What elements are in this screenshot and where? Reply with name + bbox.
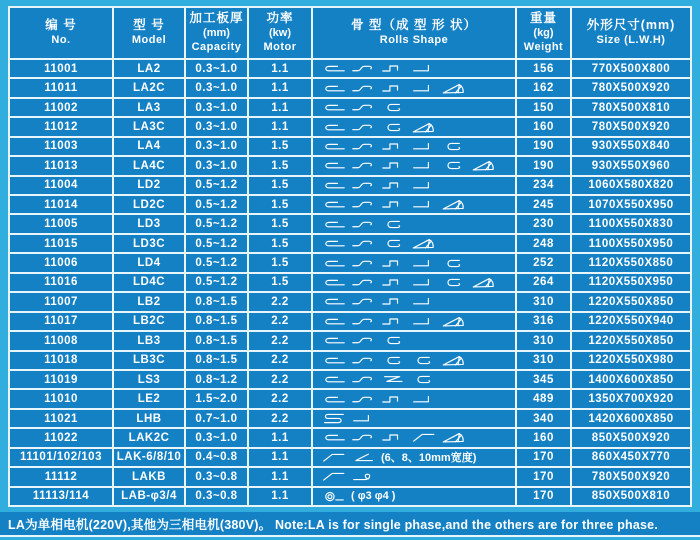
cell-motor: 1.1 (249, 118, 311, 135)
cell-size: 1400X600X850 (572, 371, 690, 388)
cell-size: 1070X550X950 (572, 196, 690, 213)
cell-rolls-shape (313, 235, 515, 252)
cell-model: LD2C (114, 196, 184, 213)
channel-roll-profile-icon (411, 353, 436, 368)
cell-capacity: 0.5~1.2 (186, 235, 247, 252)
hbars-roll-profile-icon (321, 411, 346, 426)
cell-capacity: 0.5~1.2 (186, 254, 247, 271)
corner-roll-profile-icon (411, 256, 436, 271)
step-roll-profile-icon (381, 81, 406, 96)
channel-roll-profile-icon (381, 236, 406, 251)
cell-rolls-shape (313, 488, 515, 505)
channel-roll-profile-icon (381, 333, 406, 348)
cell-weight: 230 (517, 215, 570, 232)
cone-roll-profile-icon (471, 275, 496, 290)
scurve-roll-profile-icon (351, 333, 376, 348)
scurve-roll-profile-icon (351, 392, 376, 407)
cell-capacity: 0.5~1.2 (186, 196, 247, 213)
cell-model: LD4C (114, 274, 184, 291)
cell-capacity: 0.3~0.8 (186, 488, 247, 505)
cell-weight: 170 (517, 449, 570, 466)
cell-no: 11005 (10, 215, 112, 232)
cell-weight: 340 (517, 410, 570, 427)
cell-capacity: 0.3~1.0 (186, 60, 247, 77)
cell-model: LA2 (114, 60, 184, 77)
footer-note (0, 512, 700, 537)
cell-rolls-shape (313, 99, 515, 116)
cell-rolls-shape (313, 371, 515, 388)
channel-roll-profile-icon (381, 120, 406, 135)
cell-model: LA4 (114, 138, 184, 155)
cell-model: LB2C (114, 313, 184, 330)
channel-roll-profile-icon (381, 100, 406, 115)
cell-no: 11012 (10, 118, 112, 135)
cell-motor: 1.5 (249, 196, 311, 213)
cell-rolls-shape (313, 313, 515, 330)
curl-roll-profile-icon (321, 158, 346, 173)
cell-motor: 2.2 (249, 332, 311, 349)
cell-size: 1220X550X980 (572, 352, 690, 369)
cell-size: 930X550X960 (572, 157, 690, 174)
cell-rolls-shape (313, 429, 515, 446)
scurve-roll-profile-icon (351, 81, 376, 96)
cell-weight: 162 (517, 79, 570, 96)
cell-motor: 2.2 (249, 352, 311, 369)
curl-roll-profile-icon (321, 372, 346, 387)
curl-roll-profile-icon (321, 430, 346, 445)
cell-motor: 1.1 (249, 488, 311, 505)
curl-roll-profile-icon (321, 61, 346, 76)
cell-model: LE2 (114, 390, 184, 407)
cell-size: 850X500X920 (572, 429, 690, 446)
cell-size: 930X550X840 (572, 138, 690, 155)
cell-no: 11017 (10, 313, 112, 330)
cell-weight: 316 (517, 313, 570, 330)
cell-capacity: 0.4~0.8 (186, 449, 247, 466)
step-roll-profile-icon (381, 158, 406, 173)
cell-weight: 252 (517, 254, 570, 271)
cell-no: 11006 (10, 254, 112, 271)
cell-rolls-shape (313, 352, 515, 369)
cell-weight: 170 (517, 468, 570, 485)
cell-capacity: 0.3~1.0 (186, 138, 247, 155)
cell-model: LB2 (114, 293, 184, 310)
corner-roll-profile-icon (411, 178, 436, 193)
cell-model: LAKB (114, 468, 184, 485)
cone-roll-profile-icon (441, 353, 466, 368)
step-roll-profile-icon (381, 430, 406, 445)
cell-size: 1120X550X850 (572, 254, 690, 271)
cone-roll-profile-icon (441, 81, 466, 96)
cell-size: 860X450X770 (572, 449, 690, 466)
scurve-roll-profile-icon (351, 372, 376, 387)
cell-rolls-shape (313, 293, 515, 310)
cell-model: LA3 (114, 99, 184, 116)
scurve-roll-profile-icon (351, 100, 376, 115)
curl-roll-profile-icon (321, 178, 346, 193)
cell-size: 780X500X920 (572, 468, 690, 485)
dcircle-roll-profile-icon (321, 489, 346, 504)
cell-no: 11003 (10, 138, 112, 155)
cell-rolls-shape (313, 157, 515, 174)
corner-roll-profile-icon (351, 411, 376, 426)
cell-weight: 156 (517, 60, 570, 77)
angle-roll-profile-icon (351, 450, 376, 465)
step-roll-profile-icon (381, 178, 406, 193)
cell-no: 11021 (10, 410, 112, 427)
cell-rolls-shape (313, 390, 515, 407)
scurve-roll-profile-icon (351, 120, 376, 135)
scurve-roll-profile-icon (351, 314, 376, 329)
cell-capacity: 0.8~1.5 (186, 332, 247, 349)
cell-capacity: 0.3~1.0 (186, 99, 247, 116)
step-roll-profile-icon (381, 294, 406, 309)
zigzag-roll-profile-icon (381, 372, 406, 387)
cell-motor: 1.5 (249, 157, 311, 174)
corner-roll-profile-icon (411, 81, 436, 96)
cone-roll-profile-icon (411, 120, 436, 135)
cell-motor: 1.1 (249, 60, 311, 77)
cell-size: 780X500X920 (572, 79, 690, 96)
cell-capacity: 0.3~1.0 (186, 118, 247, 135)
cell-no: 11002 (10, 99, 112, 116)
cell-no: 11015 (10, 235, 112, 252)
curl-roll-profile-icon (321, 275, 346, 290)
cell-size: 1060X580X820 (572, 177, 690, 194)
corner-roll-profile-icon (411, 275, 436, 290)
curl-roll-profile-icon (321, 217, 346, 232)
cell-weight: 310 (517, 293, 570, 310)
cell-rolls-shape (313, 60, 515, 77)
column-header-no: 编 号 No. (10, 8, 112, 58)
curl-roll-profile-icon (321, 139, 346, 154)
cell-capacity: 0.7~1.0 (186, 410, 247, 427)
scurve-roll-profile-icon (351, 294, 376, 309)
cell-no: 11007 (10, 293, 112, 310)
corner-roll-profile-icon (411, 392, 436, 407)
cell-model: LA4C (114, 157, 184, 174)
cell-no: 11014 (10, 196, 112, 213)
cell-no: 11013 (10, 157, 112, 174)
cell-size: 1350X700X920 (572, 390, 690, 407)
cell-model: LHB (114, 410, 184, 427)
curl-roll-profile-icon (321, 353, 346, 368)
cell-weight: 160 (517, 429, 570, 446)
cell-rolls-shape (313, 138, 515, 155)
cell-rolls-shape (313, 196, 515, 213)
scurve-roll-profile-icon (351, 236, 376, 251)
step-roll-profile-icon (381, 256, 406, 271)
cell-rolls-shape (313, 332, 515, 349)
cell-capacity: 0.5~1.2 (186, 274, 247, 291)
cell-rolls-shape (313, 177, 515, 194)
cell-weight: 310 (517, 352, 570, 369)
cell-capacity: 0.3~0.8 (186, 468, 247, 485)
cell-size: 780X500X810 (572, 99, 690, 116)
cell-weight: 245 (517, 196, 570, 213)
cell-size: 1420X600X850 (572, 410, 690, 427)
scurve-roll-profile-icon (351, 139, 376, 154)
spec-table (8, 6, 692, 507)
scurve-roll-profile-icon (351, 197, 376, 212)
cell-motor: 1.1 (249, 468, 311, 485)
cell-model: LD3C (114, 235, 184, 252)
cell-motor: 2.2 (249, 293, 311, 310)
curl-roll-profile-icon (321, 120, 346, 135)
cell-model: LAB-φ3/4 (114, 488, 184, 505)
cell-weight: 489 (517, 390, 570, 407)
cell-size: 850X500X810 (572, 488, 690, 505)
corner-roll-profile-icon (411, 61, 436, 76)
cell-no: 11016 (10, 274, 112, 291)
cell-rolls-shape (313, 468, 515, 485)
cell-no: 11019 (10, 371, 112, 388)
cone-roll-profile-icon (441, 314, 466, 329)
cell-weight: 160 (517, 118, 570, 135)
cell-motor: 1.5 (249, 274, 311, 291)
curl-roll-profile-icon (321, 81, 346, 96)
cell-rolls-shape (313, 118, 515, 135)
cell-no: 11112 (10, 468, 112, 485)
curl-roll-profile-icon (321, 333, 346, 348)
cell-size: 1100X550X830 (572, 215, 690, 232)
cell-motor: 1.5 (249, 215, 311, 232)
column-header-motor: 功率 (kw) Motor (249, 8, 311, 58)
cell-size: 1100X550X950 (572, 235, 690, 252)
channel-roll-profile-icon (441, 275, 466, 290)
channel-roll-profile-icon (381, 353, 406, 368)
step-roll-profile-icon (381, 139, 406, 154)
corner-roll-profile-icon (411, 197, 436, 212)
cell-capacity: 0.8~1.2 (186, 371, 247, 388)
cell-rolls-shape (313, 79, 515, 96)
cell-weight: 345 (517, 371, 570, 388)
shape-note: ( φ3 φ4 ) (351, 490, 396, 503)
channel-roll-profile-icon (411, 372, 436, 387)
scurve-roll-profile-icon (351, 61, 376, 76)
cell-size: 1220X550X940 (572, 313, 690, 330)
footer-note-text: LA为单相电机(220V),其他为三相电机(380V)。 Note:LA is for single phase,and the others are for three phase. (8, 517, 658, 532)
column-header-weight: 重量 (kg) Weight (517, 8, 570, 58)
cell-motor: 1.1 (249, 79, 311, 96)
cell-size: 1120X550X950 (572, 274, 690, 291)
column-header-size: 外形尺寸(mm) Size (L.W.H) (572, 8, 690, 58)
scurve-roll-profile-icon (351, 430, 376, 445)
corner-roll-profile-icon (411, 314, 436, 329)
cell-motor: 2.2 (249, 313, 311, 330)
curl-roll-profile-icon (321, 197, 346, 212)
cell-model: LAK2C (114, 429, 184, 446)
cell-size: 780X500X920 (572, 118, 690, 135)
step-roll-profile-icon (381, 314, 406, 329)
cell-weight: 170 (517, 488, 570, 505)
cell-capacity: 0.3~1.0 (186, 429, 247, 446)
cell-motor: 1.1 (249, 99, 311, 116)
scurve-roll-profile-icon (351, 353, 376, 368)
cell-rolls-shape (313, 215, 515, 232)
cell-size: 1220X550X850 (572, 332, 690, 349)
cell-motor: 2.2 (249, 390, 311, 407)
cell-size: 770X500X800 (572, 60, 690, 77)
step-roll-profile-icon (381, 197, 406, 212)
scurve-roll-profile-icon (351, 256, 376, 271)
cell-model: LD2 (114, 177, 184, 194)
cell-motor: 1.5 (249, 235, 311, 252)
cell-motor: 1.1 (249, 449, 311, 466)
cell-no: 11004 (10, 177, 112, 194)
cell-no: 11101/102/103 (10, 449, 112, 466)
slant-roll-profile-icon (411, 430, 436, 445)
cell-model: LA2C (114, 79, 184, 96)
scurve-roll-profile-icon (351, 217, 376, 232)
column-header-model: 型 号 Model (114, 8, 184, 58)
cell-weight: 150 (517, 99, 570, 116)
cell-model: LD4 (114, 254, 184, 271)
channel-roll-profile-icon (441, 256, 466, 271)
cell-rolls-shape (313, 410, 515, 427)
cell-capacity: 0.3~1.0 (186, 79, 247, 96)
cell-no: 11113/114 (10, 488, 112, 505)
corner-roll-profile-icon (411, 294, 436, 309)
cell-rolls-shape (313, 274, 515, 291)
curl-roll-profile-icon (321, 294, 346, 309)
corner-roll-profile-icon (411, 158, 436, 173)
curl-roll-profile-icon (321, 256, 346, 271)
cell-size: 1220X550X850 (572, 293, 690, 310)
step-roll-profile-icon (381, 61, 406, 76)
curl-roll-profile-icon (321, 314, 346, 329)
cell-model: LA3C (114, 118, 184, 135)
curl-roll-profile-icon (321, 392, 346, 407)
curl-roll-profile-icon (321, 236, 346, 251)
channel-roll-profile-icon (441, 158, 466, 173)
corner-roll-profile-icon (411, 139, 436, 154)
cell-weight: 310 (517, 332, 570, 349)
cell-motor: 1.5 (249, 177, 311, 194)
cell-model: LS3 (114, 371, 184, 388)
cell-no: 11018 (10, 352, 112, 369)
cell-capacity: 0.8~1.5 (186, 352, 247, 369)
step-roll-profile-icon (381, 275, 406, 290)
cell-weight: 234 (517, 177, 570, 194)
cell-model: LB3 (114, 332, 184, 349)
cell-motor: 2.2 (249, 371, 311, 388)
cell-motor: 1.5 (249, 254, 311, 271)
cell-rolls-shape (313, 449, 515, 466)
cell-motor: 1.5 (249, 138, 311, 155)
cell-capacity: 0.8~1.5 (186, 313, 247, 330)
slant-roll-profile-icon (321, 450, 346, 465)
column-header-capacity: 加工板厚 (mm) Capacity (186, 8, 247, 58)
cell-weight: 248 (517, 235, 570, 252)
cell-no: 11022 (10, 429, 112, 446)
scurve-roll-profile-icon (351, 158, 376, 173)
cone-roll-profile-icon (441, 430, 466, 445)
scurve-roll-profile-icon (351, 275, 376, 290)
cell-motor: 2.2 (249, 410, 311, 427)
cell-no: 11010 (10, 390, 112, 407)
cone-roll-profile-icon (471, 158, 496, 173)
cell-capacity: 0.3~1.0 (186, 157, 247, 174)
cell-no: 11001 (10, 60, 112, 77)
cell-no: 11011 (10, 79, 112, 96)
cell-weight: 264 (517, 274, 570, 291)
channel-roll-profile-icon (381, 217, 406, 232)
cell-rolls-shape (313, 254, 515, 271)
cell-weight: 190 (517, 138, 570, 155)
curl-roll-profile-icon (321, 100, 346, 115)
cell-weight: 190 (517, 157, 570, 174)
step-roll-profile-icon (381, 392, 406, 407)
cone-roll-profile-icon (441, 197, 466, 212)
shape-note: (6、8、10mm宽度) (381, 452, 477, 465)
cell-capacity: 0.5~1.2 (186, 215, 247, 232)
cell-no: 11008 (10, 332, 112, 349)
cell-motor: 1.1 (249, 429, 311, 446)
channel-roll-profile-icon (441, 139, 466, 154)
scurve-roll-profile-icon (351, 178, 376, 193)
cell-model: LAK-6/8/10 (114, 449, 184, 466)
cell-capacity: 1.5~2.0 (186, 390, 247, 407)
cell-capacity: 0.5~1.2 (186, 177, 247, 194)
cell-model: LD3 (114, 215, 184, 232)
slant-roll-profile-icon (321, 469, 346, 484)
cone-roll-profile-icon (411, 236, 436, 251)
loop-roll-profile-icon (351, 469, 376, 484)
column-header-rolls-shape: 骨 型（成 型 形 状） Rolls Shape (313, 8, 515, 58)
cell-model: LB3C (114, 352, 184, 369)
cell-capacity: 0.8~1.5 (186, 293, 247, 310)
